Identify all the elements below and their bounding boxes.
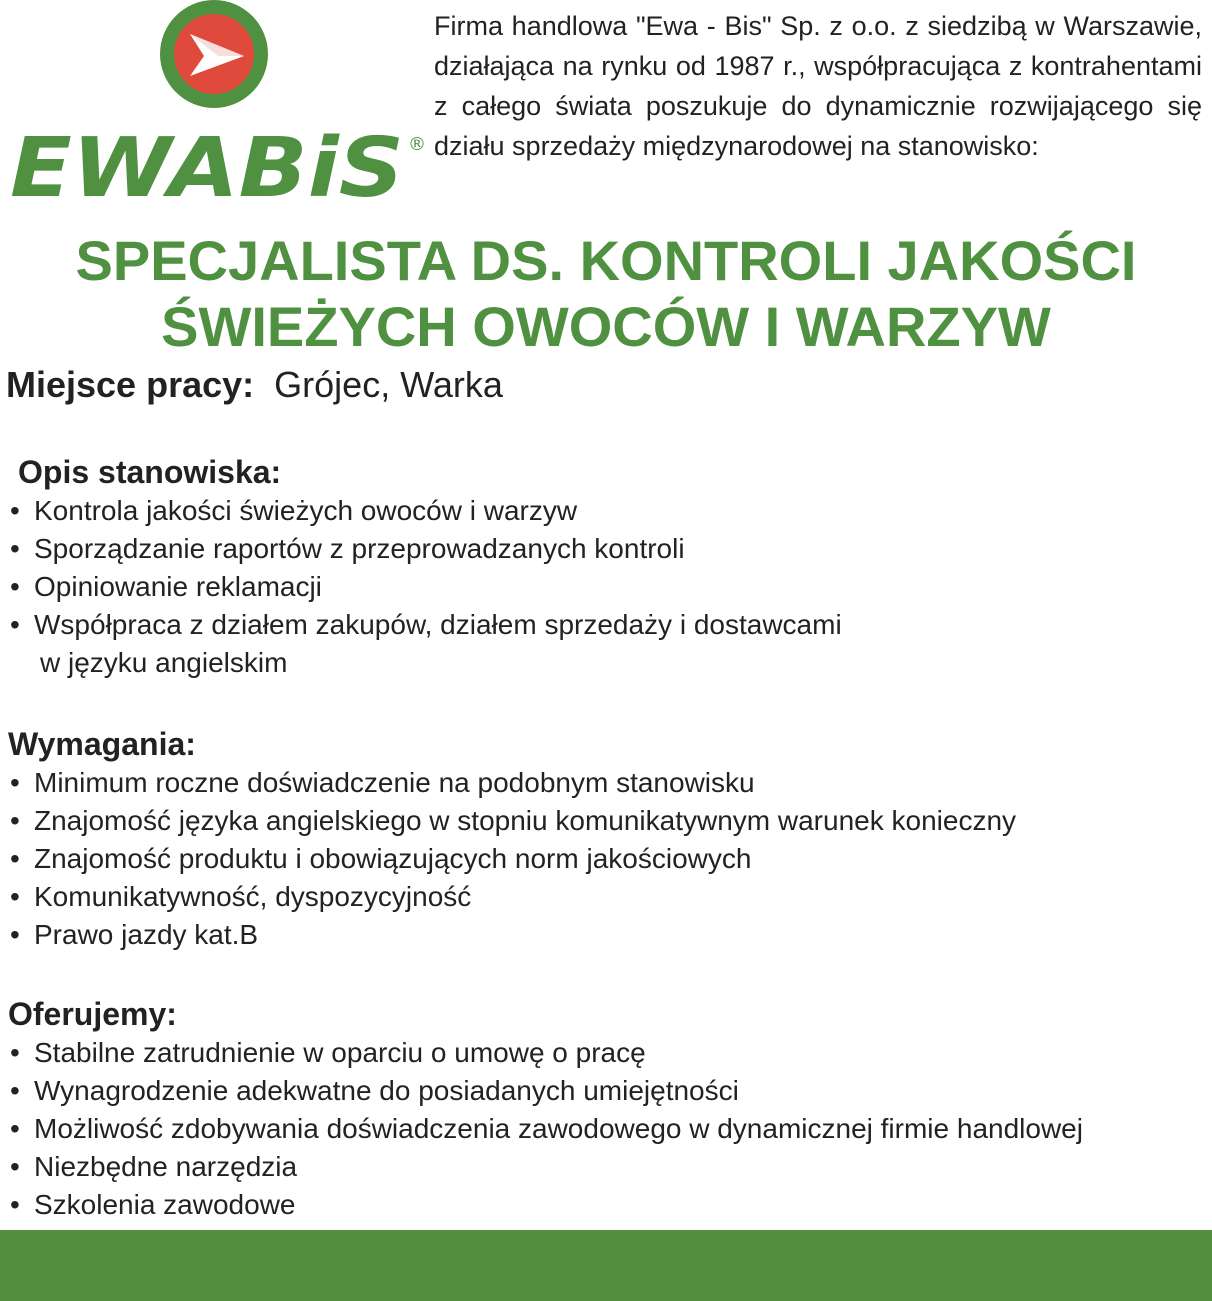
list-item: • Minimum roczne doświadczenie na podobnym stanowisku: [8, 764, 1016, 802]
section-wymagania-heading: Wymagania:: [8, 726, 196, 762]
list-item: • Możliwość zdobywania doświadczenia zawodowego w dynamicznej firmie handlowej: [8, 1110, 1083, 1148]
work-place-label: Miejsce pracy:: [6, 364, 255, 405]
job-title-line-1: SPECJALISTA DS. KONTROLI JAKOŚCI: [75, 229, 1137, 292]
section-wymagania: [8, 724, 1016, 954]
job-title-line-2: ŚWIEŻYCH OWOCÓW I WARZYW: [161, 295, 1051, 358]
work-place: [6, 362, 503, 408]
list-item: • Prawo jazdy kat.B: [8, 916, 1016, 954]
list-item: • Znajomość języka angielskiego w stopniu komunikatywnym warunek konieczny: [8, 802, 1016, 840]
list-item: • Wynagrodzenie adekwatne do posiadanych umiejętności: [8, 1072, 1083, 1110]
list-item-continuation: w języku angielskim: [40, 647, 288, 678]
list-item: • Znajomość produktu i obowiązujących norm jakościowych: [8, 840, 1016, 878]
list-item: • Współpraca z działem zakupów, działem sprzedaży i dostawcami w języku angielskim: [8, 606, 842, 682]
section-oferujemy-heading: Oferujemy:: [8, 996, 177, 1032]
intro-text: Firma handlowa "Ewa - Bis" Sp. z o.o. z siedzibą w Warszawie, działająca na rynku od 1987 r., współpracująca z kontrahentami z całego świata poszukuje do dynamicznie rozwijającego się działu sprzedaży międzynarodowej na stanowisko:: [434, 11, 1202, 161]
list-item: • Sporządzanie raportów z przeprowadzanych kontroli: [8, 530, 842, 568]
job-title: [0, 228, 1212, 360]
list-item: • Stabilne zatrudnienie w oparciu o umowę o pracę: [8, 1034, 1083, 1072]
footer-bar: [0, 1230, 1212, 1301]
logo-arrow-icon: [160, 0, 268, 108]
list-item: • Szkolenia zawodowe: [8, 1186, 1083, 1224]
section-oferujemy: [8, 994, 1083, 1224]
logo-wordmark: [8, 128, 428, 204]
work-place-value: Grójec, Warka: [274, 364, 503, 405]
section-opis: [8, 452, 842, 682]
list-item: • Kontrola jakości świeżych owoców i warzyw: [8, 492, 842, 530]
logo-wordmark-text: EWABiS: [10, 128, 405, 204]
list-item: • Niezbędne narzędzia: [8, 1148, 1083, 1186]
list-item: • Opiniowanie reklamacji: [8, 568, 842, 606]
list-item: • Komunikatywność, dyspozycyjność: [8, 878, 1016, 916]
registered-mark: ®: [408, 134, 426, 155]
section-opis-heading: Opis stanowiska:: [18, 454, 282, 490]
